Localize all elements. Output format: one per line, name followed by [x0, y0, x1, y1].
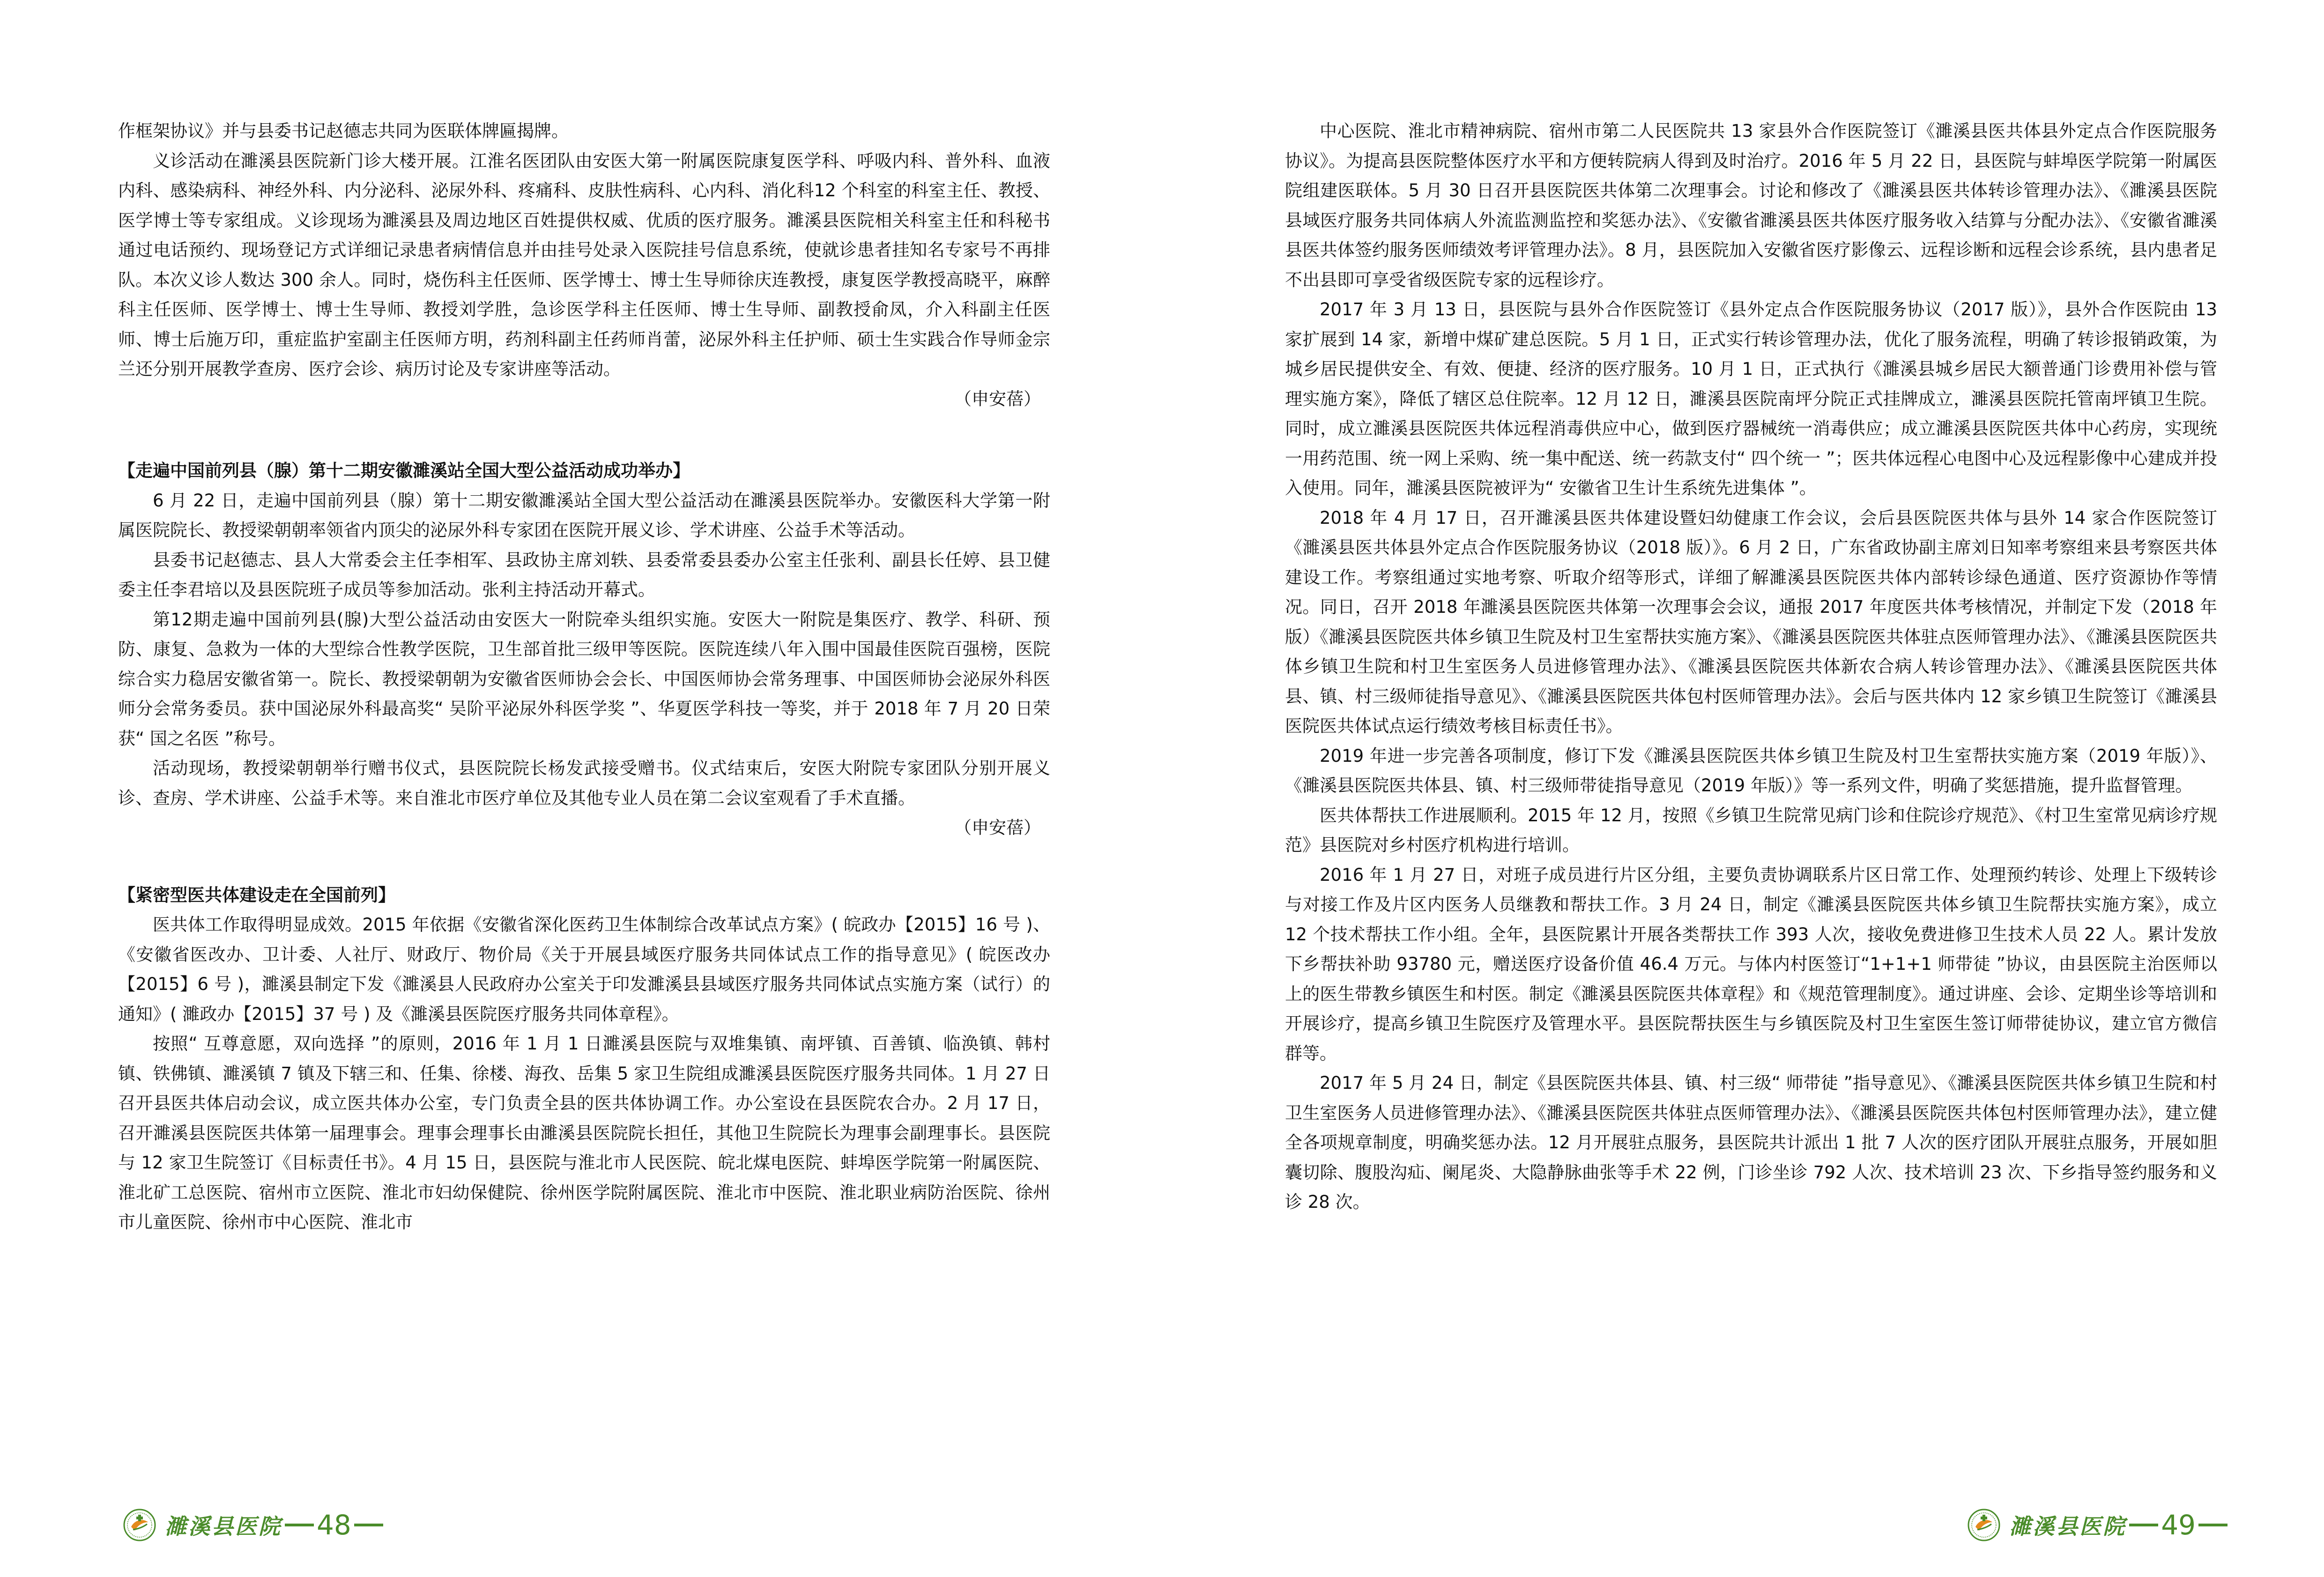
paragraph: 2017 年 3 月 13 日，县医院与县外合作医院签订《县外定点合作医院服务协议（2017 版）》，县外合作医院由 13 家扩展到 14 家，新增中煤矿建总医院。5 月 1 日，正式实行转诊管理办法，优化了服务流程，明确了转诊报销政策，为城乡居民提供安全、有效、便捷、经济的医疗服务。10 月 1 日，正式执行《濉溪县城乡居民大额普通门诊费用补偿与管理实施方案》，降低了辖区总住院率。12 月 12 日，濉溪县医院南坪分院正式挂牌成立，濉溪县医院托管南坪镇卫生院。同时，成立濉溪县医院医共体远程消毒供应中心，做到医疗器械统一消毒供应；成立濉溪县医院医共体中心药房，实现统一用药范围、统一网上采购、统一集中配送、统一药款支付“ 四个统一 ”；医共体远程心电图中心及远程影像中心建成并投入使用。同年，濉溪县医院被评为“ 安徽省卫生计生系统先进集体 ”。 [1285, 299, 2217, 498]
paragraph: 医共体工作取得明显成效。2015 年依据《安徽省深化医药卫生体制综合改革试点方案》( 皖政办【2015】16 号 )、《安徽省医改办、卫计委、人社厅、财政厅、物价局《关于开展县域医疗服务共同体试点工作的指导意见》( 皖医改办【2015】6 号 )，濉溪县制定下发《濉溪县人民政府办公室关于印发濉溪县县域医疗服务共同体试点实施方案（试行）的通知》( 濉政办【2015】37 号 ) 及《濉溪县医院医疗服务共同体章程》。 [118, 915, 1050, 1024]
page-number: 48 [317, 1509, 351, 1541]
byline: （申安蓓） [954, 818, 1041, 838]
paragraph: 作框架协议》并与县委书记赵德志共同为医联体牌匾揭牌。 [118, 121, 569, 141]
paragraph: 6 月 22 日，走遍中国前列县（腺）第十二期安徽濉溪站全国大型公益活动在濉溪县医院举办。安徽医科大学第一附属医院院长、教授梁朝朝率领省内顶尖的泌尿外科专家团在医院开展义诊、学术讲座、公益手术等活动。 [118, 490, 1050, 540]
paragraph: 2016 年 1 月 27 日，对班子成员进行片区分组，主要负责协调联系片区日常工作、处理预约转诊、处理上下级转诊与对接工作及片区内医务人员继教和帮扶工作。3 月 24 日，制定《濉溪县医院医共体乡镇卫生院帮扶实施方案》，成立 12 个技术帮扶工作小组。全年，县医院累计开展各类帮扶工作 393 人次，接收免费进修卫生技术人员 22 人。累计发放下乡帮扶补助 93780 元，赠送医疗设备价值 46.4 万元。与体内村医签订“1+1+1 师带徒 ”协议，由县医院主治医师以上的医生带教乡镇医生和村医。制定《濉溪县医院医共体章程》和《规范管理制度》。通过讲座、会诊、定期坐诊等培训和开展诊疗，提高乡镇卫生院医疗及管理水平。县医院帮扶医生与乡镇医院及村卫生室医生签订师带徒协议，建立官方微信群等。 [1285, 864, 2217, 1064]
paragraph: 按照“ 互尊意愿，双向选择 ”的原则，2016 年 1 月 1 日濉溪县医院与双堆集镇、南坪镇、百善镇、临涣镇、韩村镇、铁佛镇、濉溪镇 7 镇及下辖三和、任集、徐楼、海孜、岳集 5 家卫生院组成濉溪县医院医疗服务共同体。1 月 27 日召开县医共体启动会议，成立医共体办公室，专门负责全县的医共体协调工作。办公室设在县医院农合办。2 月 17 日，召开濉溪县医院医共体第一届理事会。理事会理事长由濉溪县医院院长担任，其他卫生院院长为理事会副理事长。县医院与 12 家卫生院签订《目标责任书》。4 月 15 日，县医院与淮北市人民医院、皖北煤电医院、蚌埠医学院第一附属医院、淮北矿工总医院、宿州市立医院、淮北市妇幼保健院、徐州医学院附属医院、淮北市中医院、淮北职业病防治医院、徐州市儿童医院、徐州市中心医院、淮北市 [118, 1034, 1050, 1232]
footer-dash [2129, 1524, 2158, 1526]
paragraph: 医共体帮扶工作进展顺利。2015 年 12 月，按照《乡镇卫生院常见病门诊和住院诊疗规范》、《村卫生室常见病诊疗规范》县医院对乡村医疗机构进行培训。 [1285, 805, 2217, 855]
section-heading: 【走遍中国前列县（腺）第十二期安徽濉溪站全国大型公益活动成功举办】 [118, 461, 690, 481]
footer-dash [285, 1524, 314, 1526]
byline: （申安蓓） [954, 388, 1041, 409]
footer-dash [2198, 1524, 2227, 1526]
paragraph: 2018 年 4 月 17 日，召开濉溪县医共体建设暨妇幼健康工作会议，会后县医院医共体与县外 14 家合作医院签订《濉溪县医共体县外定点合作医院服务协议（2018 版）》。6 月 2 日，广东省政协副主席刘日知率考察组来县考察医共体建设工作。考察组通过实地考察、听取介绍等形式，详细了解濉溪县医院医共体内部转诊绿色通道、医疗资源协作等情况。同日，召开 2018 年濉溪县医院医共体第一次理事会会议，通报 2017 年度医共体考核情况，并制定下发（2018 年版）《濉溪县医院医共体乡镇卫生院及村卫生室帮扶实施方案》、《濉溪县医院医共体驻点医师管理办法》、《濉溪县医院医共体乡镇卫生院和村卫生室医务人员进修管理办法》、《濉溪县医院医共体新农合病人转诊管理办法》、《濉溪县医院医共体县、镇、村三级师徒指导意见》、《濉溪县医院医共体包村医师管理办法》。会后与医共体内 12 家乡镇卫生院签订《濉溪县医院医共体试点运行绩效考核目标责任书》。 [1285, 507, 2217, 736]
paragraph: 第12期走遍中国前列县(腺)大型公益活动由安医大一附院牵头组织实施。安医大一附院是集医疗、教学、科研、预防、康复、急救为一体的大型综合性教学医院，卫生部首批三级甲等医院。医院连续八年入围中国最佳医院百强榜，医院综合实力稳居安徽省第一。院长、教授梁朝朝为安徽省医师协会会长、中国医师协会常务理事、中国医师协会泌尿外科医师分会常务委员。获中国泌尿外科最高奖“ 吴阶平泌尿外科医学奖 ”、华夏医学科技一等奖，并于 2018 年 7 月 20 日荣获“ 国之名医 ”称号。 [118, 609, 1050, 749]
paragraph: 中心医院、淮北市精神病院、宿州市第二人民医院共 13 家县外合作医院签订《濉溪县医共体县外定点合作医院服务协议》。为提高县医院整体医疗水平和方便转院病人得到及时治疗。2016 年 5 月 22 日，县医院与蚌埠医学院第一附属医院组建医联体。5 月 30 日召开县医院医共体第二次理事会。讨论和修改了《濉溪县医共体转诊管理办法》、《濉溪县医院县域医疗服务共同体病人外流监测监控和奖惩办法》、《安徽省濉溪县医共体医疗服务收入结算与分配办法》、《安徽省濉溪县医共体签约服务医师绩效考评管理办法》。8 月，县医院加入安徽省医疗影像云、远程诊断和远程会诊系统，县内患者足不出县即可享受省级医院专家的远程诊疗。 [1285, 121, 2217, 290]
hospital-name: 濉溪县医院 [165, 1514, 282, 1539]
page-number: 49 [2161, 1509, 2196, 1541]
paragraph: 县委书记赵德志、县人大常委会主任李相军、县政协主席刘轶、县委常委县委办公室主任张利、副县长任婷、县卫健委主任李君培以及县医院班子成员等参加活动。张利主持活动开幕式。 [118, 550, 1050, 600]
page-footer [1967, 1506, 2230, 1544]
right-page [1162, 0, 2324, 1577]
section-heading: 【紧密型医共体建设走在全国前列】 [118, 885, 395, 905]
paragraph: 2019 年进一步完善各项制度，修订下发《濉溪县医院医共体乡镇卫生院及村卫生室帮扶实施方案（2019 年版）》、《濉溪县医院医共体县、镇、村三级师带徒指导意见（2019 年版）》等一系列文件，明确了奖惩措施，提升监督管理。 [1285, 745, 2217, 796]
left-text-column [118, 116, 1050, 1237]
hospital-name: 濉溪县医院 [2009, 1514, 2127, 1539]
paragraph: 活动现场，教授梁朝朝举行赠书仪式，县医院院长杨发武接受赠书。仪式结束后，安医大附院专家团队分别开展义诊、查房、学术讲座、公益手术等。来自淮北市医疗单位及其他专业人员在第二会议室观看了手术直播。 [118, 758, 1050, 808]
hospital-logo-icon [1967, 1508, 2001, 1542]
hospital-logo-icon [123, 1508, 156, 1542]
right-text-column [1285, 116, 2217, 1217]
footer-dash [354, 1524, 383, 1526]
paragraph: 2017 年 5 月 24 日，制定《县医院医共体县、镇、村三级“ 师带徒 ”指导意见》、《濉溪县医院医共体乡镇卫生院和村卫生室医务人员进修管理办法》、《濉溪县医院医共体驻点医师管理办法》、《濉溪县医院医共体包村医师管理办法》，建立健全各项规章制度，明确奖惩办法。12 月开展驻点服务，县医院共计派出 1 批 7 人次的医疗团队开展驻点服务，开展如胆囊切除、腹股沟疝、阑尾炎、大隐静脉曲张等手术 22 例，门诊坐诊 792 人次、技术培训 23 次、下乡指导签约服务和义诊 28 次。 [1285, 1073, 2217, 1212]
page-footer [123, 1506, 386, 1544]
paragraph: 义诊活动在濉溪县医院新门诊大楼开展。江淮名医团队由安医大第一附属医院康复医学科、呼吸内科、普外科、血液内科、感染病科、神经外科、内分泌科、泌尿外科、疼痛科、皮肤性病科、心内科、消化科12 个科室的科室主任、教授、医学博士等专家组成。义诊现场为濉溪县及周边地区百姓提供权威、优质的医疗服务。濉溪县医院相关科室主任和科秘书通过电话预约、现场登记方式详细记录患者病情信息并由挂号处录入医院挂号信息系统，使就诊患者挂知名专家号不再排队。本次义诊人数达 300 余人。同时，烧伤科主任医师、医学博士、博士生导师徐庆连教授，康复医学教授高晓平，麻醉科主任医师、医学博士、博士生导师、教授刘学胜，急诊医学科主任医师、博士生导师、副教授俞凤，介入科副主任医师、博士后施万印，重症监护室副主任医师方明，药剂科副主任药师肖蕾，泌尿外科主任护师、硕士生实践合作导师金宗兰还分别开展教学查房、医疗会诊、病历讨论及专家讲座等活动。 [118, 150, 1050, 379]
